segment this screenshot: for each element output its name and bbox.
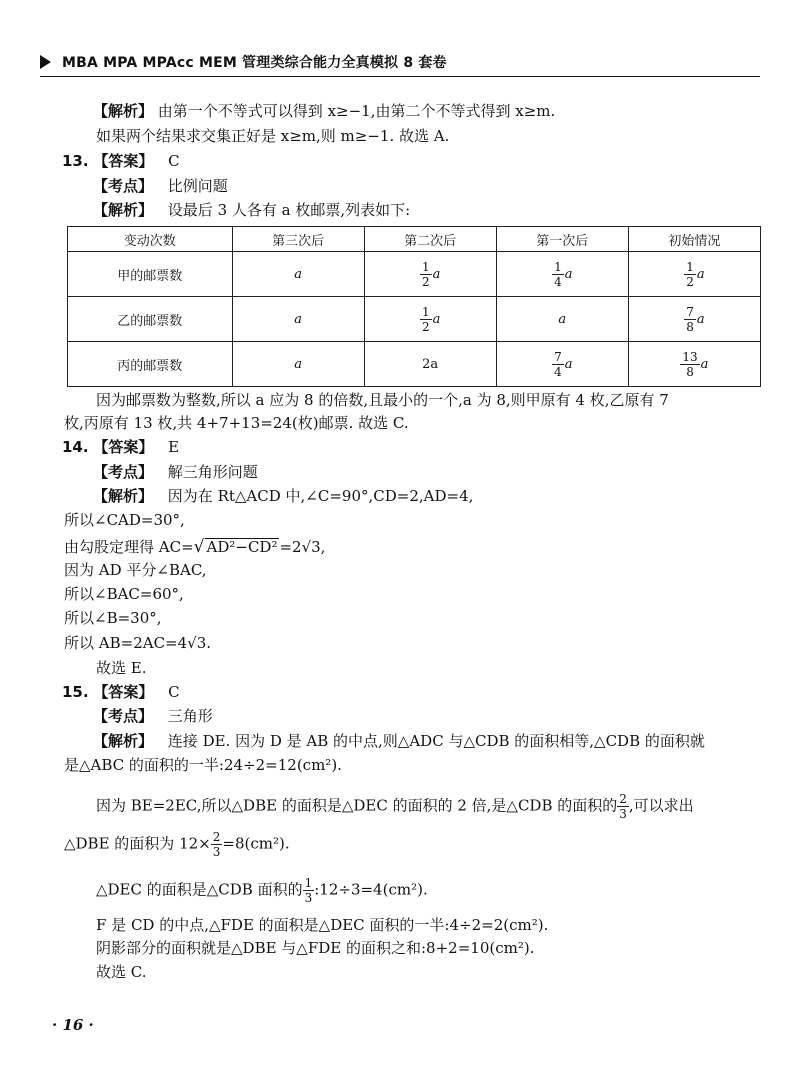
answer-value: E [168,438,180,456]
q14-line-7: 所以 AB=2AC=4√3. [64,634,212,652]
point-text: 解三角形问题 [167,463,258,481]
q15-analysis-line-1 [93,731,705,751]
q13-analysis-line-1 [93,200,410,220]
q13-answer [62,151,180,171]
q15-line-8: 故选 C. [96,963,147,981]
table-header: 第三次后 [232,227,364,252]
answer-value: C [168,152,180,170]
analysis-text: 因为在 Rt△ACD 中,∠C=90°,CD=2,AD=4, [167,487,474,505]
triangle-icon [40,55,51,69]
q15-line-3: 因为 BE=2EC,所以△DBE 的面积是△DEC 的面积的 2 倍,是△CDB 的面积的 $\frac{2}{3}$ ,可以求出 [96,792,694,821]
answer-value: C [168,683,180,701]
q13-analysis-line-2: 因为邮票数为整数,所以 a 应为 8 的倍数,且最小的一个,a 为 8,则甲原有 4 枚,乙原有 7 [96,391,669,409]
analysis-text: 由第一个不等式可以得到 x≥−1,由第二个不等式得到 x≥m. [157,102,556,120]
header-rule [40,76,760,77]
question-number: 15. [62,683,89,701]
table-cell: $\frac{7}{8}$ a [628,297,760,342]
q14-line-3: 由勾股定理得 AC=√ AD²−CD² =2√3, [64,537,326,557]
q14-line-2: 所以∠CAD=30°, [64,511,185,529]
table-row [68,297,761,342]
analysis-tag: 【解析】 [93,201,154,219]
q15-analysis-line-2: 是△ABC 的面积的一半:24÷2=12(cm²). [64,756,342,774]
table-cell: a [232,297,364,342]
row-label: 甲的邮票数 [68,252,233,297]
table-cell: $\frac{1}{2}$ a [628,252,760,297]
analysis-tag: 【解析】 [93,487,154,505]
table-cell: $\frac{1}{2}$ a [364,297,496,342]
q14-point [93,462,258,482]
q15-line-5: △DEC 的面积是△CDB 面积的 $\frac{1}{3}$ :12÷3=4(cm²). [96,876,428,905]
question-number: 14. [62,438,89,456]
q14-answer [62,437,179,457]
analysis-text: 设最后 3 人各有 a 枚邮票,列表如下: [167,201,411,219]
table-cell: $\frac{1}{2}$ a [364,252,496,297]
point-tag: 【考点】 [93,463,154,481]
table-cell: $\frac{7}{4}$ a [496,342,628,387]
q13-point [93,176,228,196]
answer-tag: 【答案】 [93,152,154,170]
header-title: MBA MPA MPAcc MEM 管理类综合能力全真模拟 8 套卷 [62,55,447,71]
q15-line-7: 阴影部分的面积就是△DBE 与△FDE 的面积之和:8+2=10(cm²). [96,939,535,957]
q14-analysis-line-1 [93,486,473,506]
table-header: 第一次后 [496,227,628,252]
table-cell: a [232,252,364,297]
q12-analysis-line-1 [93,101,555,121]
stamp-table [67,226,761,387]
q14-line-5: 所以∠BAC=60°, [64,585,184,603]
table-header-row [68,227,761,252]
table-row [68,342,761,387]
q15-answer [62,682,180,702]
table-header: 初始情况 [628,227,760,252]
answer-tag: 【答案】 [93,683,154,701]
point-text: 三角形 [167,707,213,725]
q14-line-8: 故选 E. [96,659,147,677]
point-tag: 【考点】 [93,707,154,725]
row-label: 丙的邮票数 [68,342,233,387]
analysis-tag: 【解析】 [93,732,154,750]
analysis-tag: 【解析】 [93,102,154,120]
table-cell: $\frac{1}{4}$ a [496,252,628,297]
row-label: 乙的邮票数 [68,297,233,342]
table-header: 第二次后 [364,227,496,252]
analysis-text: 连接 DE. 因为 D 是 AB 的中点,则△ADC 与△CDB 的面积相等,△CDB 的面积就 [167,732,705,750]
table-cell: $\frac{13}{8}$ a [628,342,760,387]
page-number: · 16 · [52,1016,94,1034]
q14-line-4: 因为 AD 平分∠BAC, [64,561,207,579]
table-header: 变动次数 [68,227,233,252]
q12-analysis-line-2: 如果两个结果求交集正好是 x≥m,则 m≥−1. 故选 A. [96,127,450,145]
table-row [68,252,761,297]
q15-line-4: △DBE 的面积为 12× $\frac{2}{3}$ =8(cm²). [64,830,290,859]
point-tag: 【考点】 [93,177,154,195]
point-text: 比例问题 [167,177,228,195]
q14-line-6: 所以∠B=30°, [64,609,162,627]
q15-point [93,706,213,726]
running-header [40,52,760,74]
table-cell: a [232,342,364,387]
q13-analysis-line-3: 枚,丙原有 13 枚,共 4+7+13=24(枚)邮票. 故选 C. [64,414,409,432]
question-number: 13. [62,152,89,170]
q15-line-6: F 是 CD 的中点,△FDE 的面积是△DEC 面积的一半:4÷2=2(cm²). [96,916,549,934]
table-cell: a [496,297,628,342]
table-cell: 2a [364,342,496,387]
answer-tag: 【答案】 [93,438,154,456]
